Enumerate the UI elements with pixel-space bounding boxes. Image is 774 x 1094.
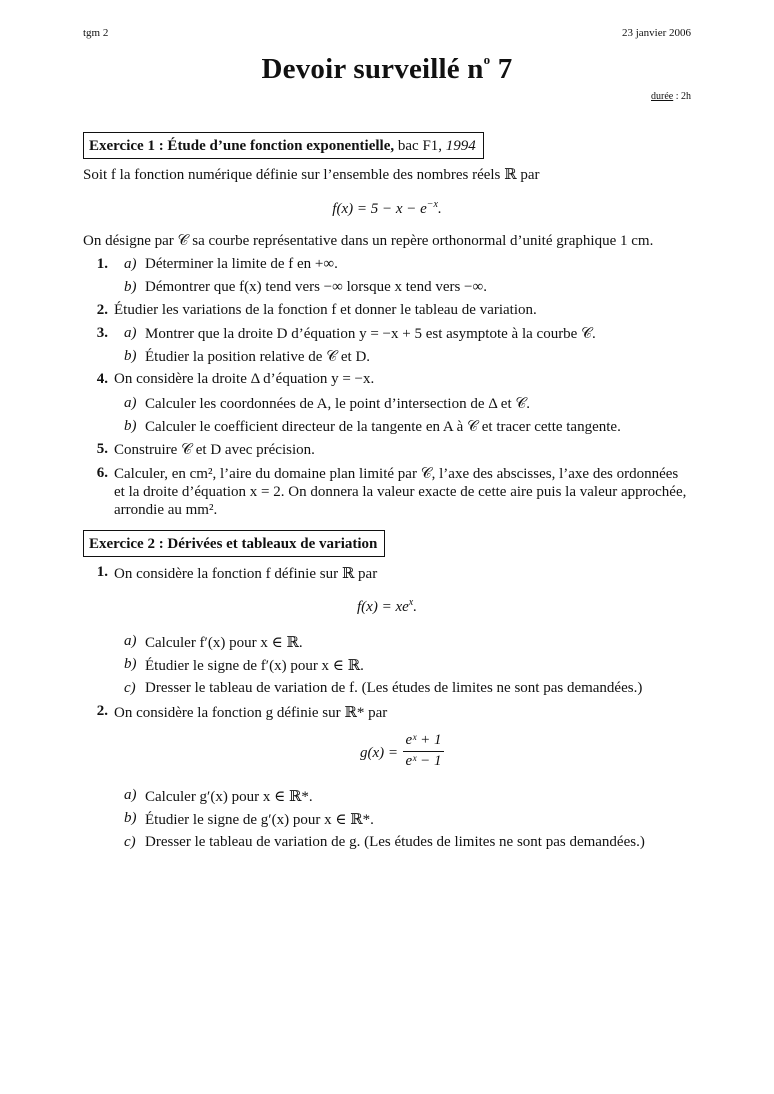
formula-exponent: −x bbox=[426, 199, 438, 210]
subquestion-label: b) bbox=[124, 810, 137, 826]
title-sup: o bbox=[483, 52, 491, 67]
question-number: 3. bbox=[96, 325, 108, 341]
formula-end: . bbox=[437, 201, 442, 217]
question-number: 5. bbox=[96, 441, 108, 457]
subquestion-label: a) bbox=[124, 787, 137, 803]
subquestion-label: b) bbox=[124, 418, 137, 434]
question-text: Étudier les variations de la fonction f et donner le tableau de variation. bbox=[114, 302, 537, 318]
exercise-1-formula bbox=[0, 199, 774, 218]
subquestion-text: Montrer que la droite D d’équation y = −x + 5 est asymptote à la courbe 𝒞. bbox=[145, 326, 596, 342]
duration-value: : 2h bbox=[673, 91, 691, 102]
subquestion-label: b) bbox=[124, 656, 137, 672]
question-text-line: et la droite d’équation x = 2. On donnera la valeur exacte de cette aire puis la valeur approchée, bbox=[114, 484, 687, 500]
exercise-1-heading bbox=[83, 132, 484, 159]
exercise-2-formula-1 bbox=[0, 597, 774, 616]
subquestion-text: Démontrer que f(x) tend vers −∞ lorsque x tend vers −∞. bbox=[145, 279, 487, 295]
fraction-numerator: eˣ + 1 bbox=[405, 732, 442, 748]
subquestion-label: a) bbox=[124, 395, 137, 411]
question-number: 2. bbox=[96, 302, 108, 318]
exercise-1-intro: Soit f la fonction numérique définie sur l’ensemble des nombres réels ℝ par bbox=[83, 167, 540, 183]
subquestion-text: Calculer g′(x) pour x ∈ ℝ*. bbox=[145, 789, 313, 805]
formula-main: f(x) = xe bbox=[357, 599, 409, 615]
exercise-2-title: Exercice 2 : Dérivées et tableaux de variation bbox=[89, 536, 378, 552]
subquestion-label: a) bbox=[124, 633, 137, 649]
question-number: 6. bbox=[96, 465, 108, 481]
question-number: 1. bbox=[96, 256, 108, 272]
subquestion-text: Calculer le coefficient directeur de la tangente en A à 𝒞 et tracer cette tangente. bbox=[145, 419, 621, 435]
exercise-1-year: 1994 bbox=[445, 138, 476, 154]
subquestion-label: b) bbox=[124, 279, 137, 295]
subquestion-label: c) bbox=[124, 834, 136, 850]
question-number: 2. bbox=[96, 703, 108, 719]
exercise-2-heading bbox=[83, 530, 385, 557]
subquestion-text: Étudier le signe de f′(x) pour x ∈ ℝ. bbox=[145, 658, 364, 674]
subquestion-text: Calculer les coordonnées de A, le point d’intersection de Δ et 𝒞. bbox=[145, 396, 531, 412]
question-number: 4. bbox=[96, 371, 108, 387]
question-text-line: Calculer, en cm², l’aire du domaine plan limité par 𝒞, l’axe des abscisses, l’axe des ordonnées bbox=[114, 466, 679, 482]
duration bbox=[651, 91, 691, 102]
fraction-lhs: g(x) = bbox=[360, 745, 399, 761]
question-text-line: arrondie au mm². bbox=[114, 502, 218, 518]
formula-exponent: x bbox=[408, 597, 414, 608]
question-text: On considère la droite Δ d’équation y = −x. bbox=[114, 371, 375, 387]
subquestion-text: Étudier le signe de g′(x) pour x ∈ ℝ*. bbox=[145, 812, 374, 828]
question-text: Construire 𝒞 et D avec précision. bbox=[114, 442, 315, 458]
duration-label: durée bbox=[651, 91, 674, 102]
subquestion-text: Déterminer la limite de f en +∞. bbox=[145, 256, 338, 272]
page-title bbox=[0, 52, 774, 86]
question-text: On considère la fonction f définie sur ℝ par bbox=[114, 566, 378, 582]
exercise-1-source: bac F1, bbox=[394, 138, 446, 154]
subquestion-text: Dresser le tableau de variation de f. (Les études de limites ne sont pas demandées.) bbox=[145, 680, 643, 696]
exercise-1-curve-text: On désigne par 𝒞 sa courbe représentative dans un repère orthonormal d’unité graphique 1 cm. bbox=[83, 233, 654, 249]
subquestion-text: Dresser le tableau de variation de g. (Les études de limites ne sont pas demandées.) bbox=[145, 834, 645, 850]
subquestion-label: a) bbox=[124, 256, 137, 272]
question-number: 1. bbox=[96, 564, 108, 580]
subquestion-label: a) bbox=[124, 325, 137, 341]
subquestion-label: b) bbox=[124, 348, 137, 364]
subquestion-label: c) bbox=[124, 680, 136, 696]
header-class: tgm 2 bbox=[83, 27, 109, 39]
exercise-1-title: Exercice 1 : Étude d’une fonction exponentielle, bbox=[89, 138, 395, 154]
fraction-denominator: eˣ − 1 bbox=[405, 753, 442, 769]
header-date: 23 janvier 2006 bbox=[621, 27, 691, 39]
fraction-bar bbox=[403, 751, 444, 752]
formula-end: . bbox=[413, 599, 417, 615]
subquestion-text: Étudier la position relative de 𝒞 et D. bbox=[145, 349, 371, 365]
subquestion-text: Calculer f′(x) pour x ∈ ℝ. bbox=[145, 635, 303, 651]
title-text: Devoir surveillé n bbox=[261, 53, 484, 85]
question-text: On considère la fonction g définie sur ℝ* par bbox=[114, 705, 388, 721]
formula-main: f(x) = 5 − x − e bbox=[332, 201, 427, 217]
title-number: 7 bbox=[490, 53, 513, 85]
